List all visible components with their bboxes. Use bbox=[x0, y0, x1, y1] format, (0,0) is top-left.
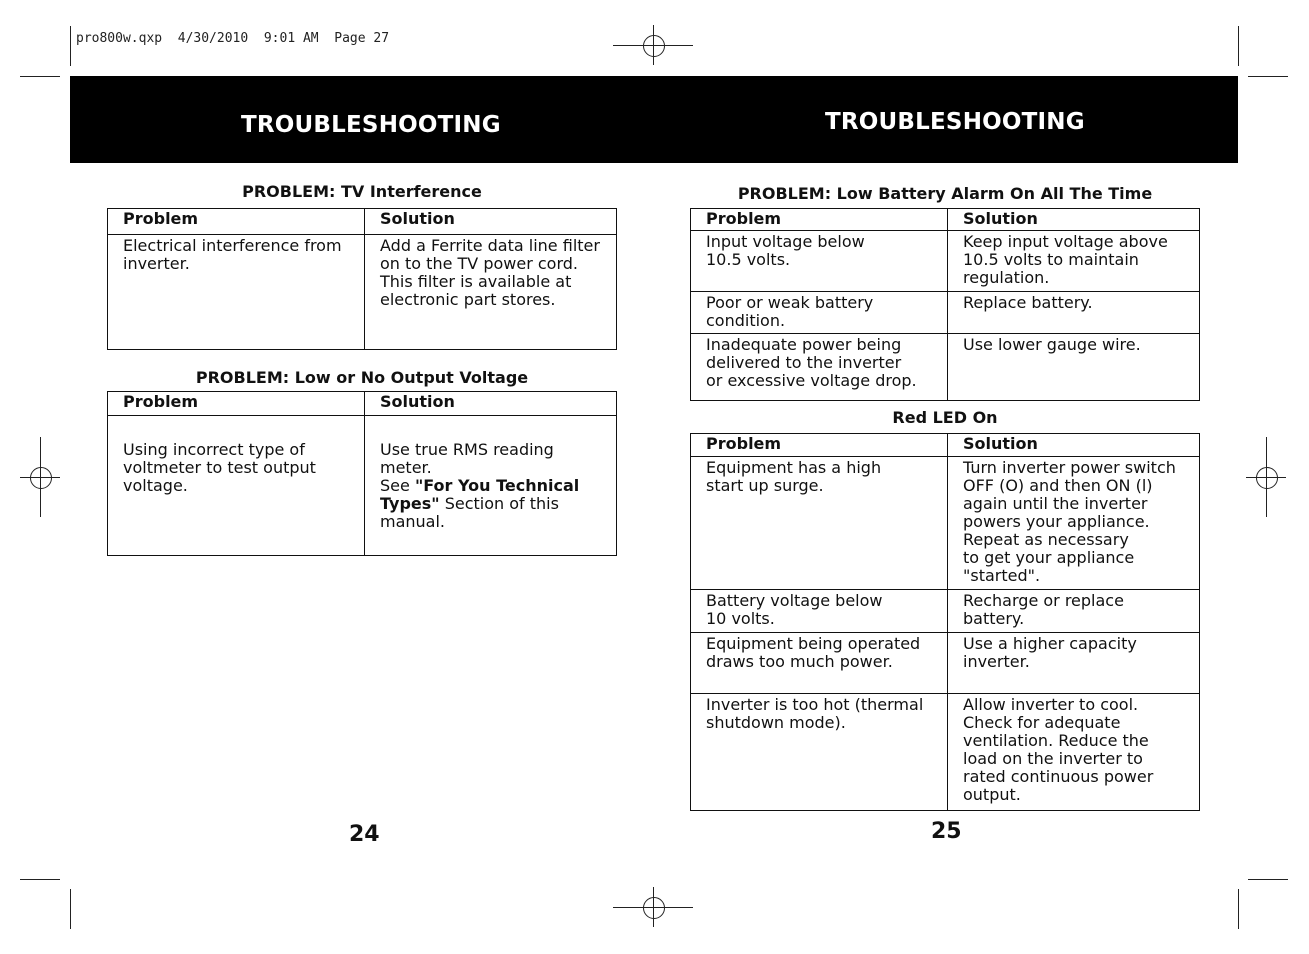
table-header-row bbox=[108, 209, 617, 235]
solution-column-header: Solution bbox=[365, 392, 617, 416]
solution-column-header: Solution bbox=[365, 209, 617, 235]
section-heading-low-output-voltage: PROBLEM: Low or No Output Voltage bbox=[195, 368, 529, 387]
right-page-number: 25 bbox=[931, 819, 962, 844]
solution-cell: Replace battery. bbox=[948, 292, 1200, 334]
solution-cell: Use true RMS reading meter. See "For You Technical Types" Section of this manual. bbox=[365, 416, 617, 556]
table-row bbox=[108, 235, 617, 350]
table-row bbox=[691, 457, 1200, 590]
solution-cell: Use a higher capacity inverter. bbox=[948, 633, 1200, 694]
solution-cell: Recharge or replace battery. bbox=[948, 590, 1200, 633]
solution-cell: Add a Ferrite data line filter on to the TV power cord. This filter is available at electronic part stores. bbox=[365, 235, 617, 350]
problem-cell: Using incorrect type of voltmeter to test output voltage. bbox=[108, 416, 365, 556]
reference-link-text: "For You Technical bbox=[414, 476, 580, 495]
problem-cell: Inadequate power being delivered to the inverter or excessive voltage drop. bbox=[691, 334, 948, 401]
problem-cell: Poor or weak battery condition. bbox=[691, 292, 948, 334]
problem-column-header: Problem bbox=[691, 209, 948, 231]
problem-column-header: Problem bbox=[691, 434, 948, 457]
table-row bbox=[691, 590, 1200, 633]
problem-cell: Inverter is too hot (thermal shutdown mode). bbox=[691, 694, 948, 811]
table-row bbox=[691, 694, 1200, 811]
table-header-row bbox=[108, 392, 617, 416]
right-page-title: TROUBLESHOOTING bbox=[825, 109, 1085, 135]
solution-column-header: Solution bbox=[948, 434, 1200, 457]
print-slug: pro800w.qxp 4/30/2010 9:01 AM Page 27 bbox=[76, 31, 390, 46]
low-output-voltage-table bbox=[107, 391, 617, 556]
left-page-title: TROUBLESHOOTING bbox=[241, 112, 501, 138]
header-banner bbox=[70, 76, 1238, 163]
table-header-row bbox=[691, 434, 1200, 457]
table-row bbox=[691, 334, 1200, 401]
problem-cell: Equipment has a high start up surge. bbox=[691, 457, 948, 590]
problem-cell: Battery voltage below 10 volts. bbox=[691, 590, 948, 633]
table-header-row bbox=[691, 209, 1200, 231]
section-heading-red-led-on: Red LED On bbox=[892, 408, 998, 427]
solution-cell: Allow inverter to cool. Check for adequate ventilation. Reduce the load on the inverter to rated continuous power output. bbox=[948, 694, 1200, 811]
left-page-number: 24 bbox=[349, 822, 380, 847]
problem-column-header: Problem bbox=[108, 209, 365, 235]
problem-cell: Equipment being operated draws too much power. bbox=[691, 633, 948, 694]
table-row bbox=[691, 633, 1200, 694]
problem-cell: Input voltage below 10.5 volts. bbox=[691, 231, 948, 292]
red-led-table bbox=[690, 433, 1200, 811]
problem-column-header: Problem bbox=[108, 392, 365, 416]
section-heading-low-battery-alarm: PROBLEM: Low Battery Alarm On All The Time bbox=[737, 184, 1153, 203]
table-row bbox=[108, 416, 617, 556]
problem-cell: Electrical interference from inverter. bbox=[108, 235, 365, 350]
tv-interference-table bbox=[107, 208, 617, 350]
solution-cell: Use lower gauge wire. bbox=[948, 334, 1200, 401]
solution-column-header: Solution bbox=[948, 209, 1200, 231]
low-battery-alarm-table bbox=[690, 208, 1200, 401]
solution-cell: Keep input voltage above 10.5 volts to maintain regulation. bbox=[948, 231, 1200, 292]
table-row bbox=[691, 231, 1200, 292]
section-heading-tv-interference: PROBLEM: TV Interference bbox=[242, 182, 482, 201]
solution-cell: Turn inverter power switch OFF (O) and then ON (l) again until the inverter powers your appliance. Repeat as necessary to get your appliance "started". bbox=[948, 457, 1200, 590]
table-row bbox=[691, 292, 1200, 334]
